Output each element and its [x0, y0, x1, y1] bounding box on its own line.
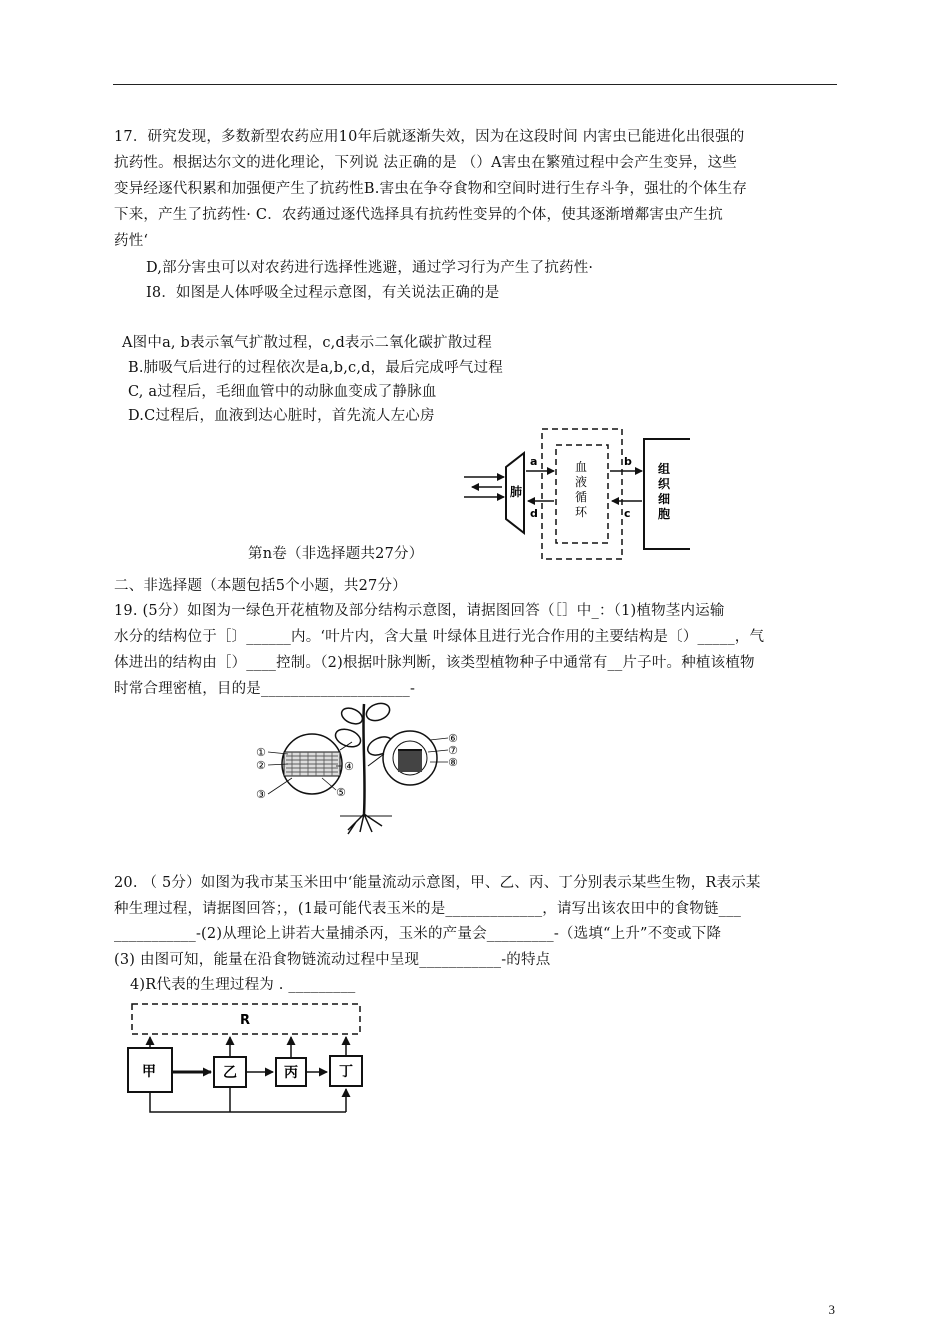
label-1: ① — [256, 746, 266, 759]
q17-line-1: 17．研究发现，多数新型农药应用10年后就逐渐失效，因为在这段时间 内害虫已能进化出很强的 — [114, 129, 745, 145]
q17-line-3: 变异经逐代积累和加强便产生了抗药性B.害虫在争夺食物和空间时进行生存斗争，强壮的个体生存 — [114, 181, 748, 197]
node-jia-label: 甲 — [142, 1064, 156, 1080]
blood-char-4: 环 — [575, 505, 588, 519]
q19-line-4: 时常合理密植，目的是____________________- — [114, 681, 416, 697]
blood-char-2: 液 — [575, 475, 588, 489]
q20-line-5: 4)R代表的生理过程为 . _________ — [130, 977, 356, 993]
energy-flow-diagram — [112, 1000, 372, 1118]
label-7: ⑦ — [448, 744, 458, 757]
q20-line-3: ___________-(2)从理论上讲若大量捕杀丙，玉米的产量会_________-（选填“上升”不变或下降 — [114, 926, 722, 942]
tissue-char-1: 组 — [658, 462, 671, 476]
arrow-c-label: c — [624, 507, 631, 520]
q19-line-2: 水分的结构位于［〕______内。‘叶片内，含大量 叶绿体且进行光合作用的主要结构是〔）_____，气 — [114, 629, 765, 645]
q18-option-c: C, a过程后，毛细血管中的动脉血变成了静脉血 — [128, 384, 437, 400]
label-5: ⑤ — [336, 786, 346, 799]
q20-line-4: (3) 由图可知，能量在沿食物链流动过程中呈现___________-的特点 — [114, 952, 551, 968]
node-ding-label: 丁 — [339, 1064, 353, 1080]
q18-option-b: B.肺吸气后进行的过程依次是a,b,c,d，最后完成呼气过程 — [128, 360, 503, 376]
q17-line-2: 抗药性。根据达尔文的进化理论，下列说 法正确的是 （）A害虫在繁殖过程中会产生变异，这些 — [114, 155, 737, 171]
node-bing-label: 丙 — [284, 1065, 298, 1081]
q20-line-1: 20. （ 5分）如图为我市某玉米田中‘能量流动示意图，甲、乙、丙、丁分别表示某些生物，R表示某 — [114, 875, 761, 891]
q18-option-d: D.C过程后，血液到达心脏时，首先流人左心房 — [128, 408, 435, 424]
q17-line-5: 药性‘ — [114, 233, 149, 249]
q17-option-d: D,部分害虫可以对农药进行选择性逃避，通过学习行为产生了抗药性· — [146, 260, 594, 276]
tissue-char-3: 细 — [658, 492, 671, 506]
q19-line-1: 19. (5分）如图为一绿色开花植物及部分结构示意图，请据图回答（［］中_：（1)植物茎内运输 — [114, 603, 725, 619]
label-6: ⑥ — [448, 732, 458, 745]
tissue-char-4: 胞 — [658, 507, 671, 521]
q17-line-4: 下来，产生了抗药性· C．农药通过逐代选择具有抗药性变异的个体，使其逐渐增鄰害虫产生抗 — [114, 207, 723, 223]
node-yi-label: 乙 — [223, 1065, 237, 1081]
q18-option-a: A图中a, b表示氧气扩散过程，c,d表示二氧化碳扩散过程 — [122, 335, 492, 351]
page-number: 3 — [828, 1302, 835, 1317]
label-4: ④ — [344, 760, 354, 773]
arrow-d-label: d — [530, 507, 538, 520]
lung-label: 肺 — [510, 485, 523, 499]
arrow-a-label: a — [530, 455, 538, 468]
tissue-char-2: 织 — [658, 477, 671, 491]
q20-line-2: 种生理过程，请据图回答；，(1最可能代表玉米的是_____________，请写出该农田中的食物链___ — [114, 901, 742, 917]
volume-title: 第n卷（非选择题共27分） — [248, 546, 424, 562]
arrow-b-label: b — [624, 455, 632, 468]
q19-line-3: 体进出的结构由［）____控制。（2)根据叶脉判断，该类型植物种子中通常有__片子叶。种植该植物 — [114, 655, 755, 671]
q18-stem: I8．如图是人体呼吸全过程示意图，有关说法正确的是 — [146, 285, 500, 301]
header-rule — [113, 84, 837, 85]
label-8: ⑧ — [448, 756, 458, 769]
blood-char-1: 血 — [575, 460, 588, 474]
plant-diagram — [252, 696, 472, 836]
respiration-diagram — [458, 425, 694, 563]
label-3: ③ — [256, 788, 266, 801]
label-2: ② — [256, 759, 266, 772]
blood-char-3: 循 — [575, 490, 588, 504]
section-heading: 二、非选择题（本题包括5个小题，共27分） — [114, 578, 407, 594]
r-label: R — [240, 1013, 251, 1028]
